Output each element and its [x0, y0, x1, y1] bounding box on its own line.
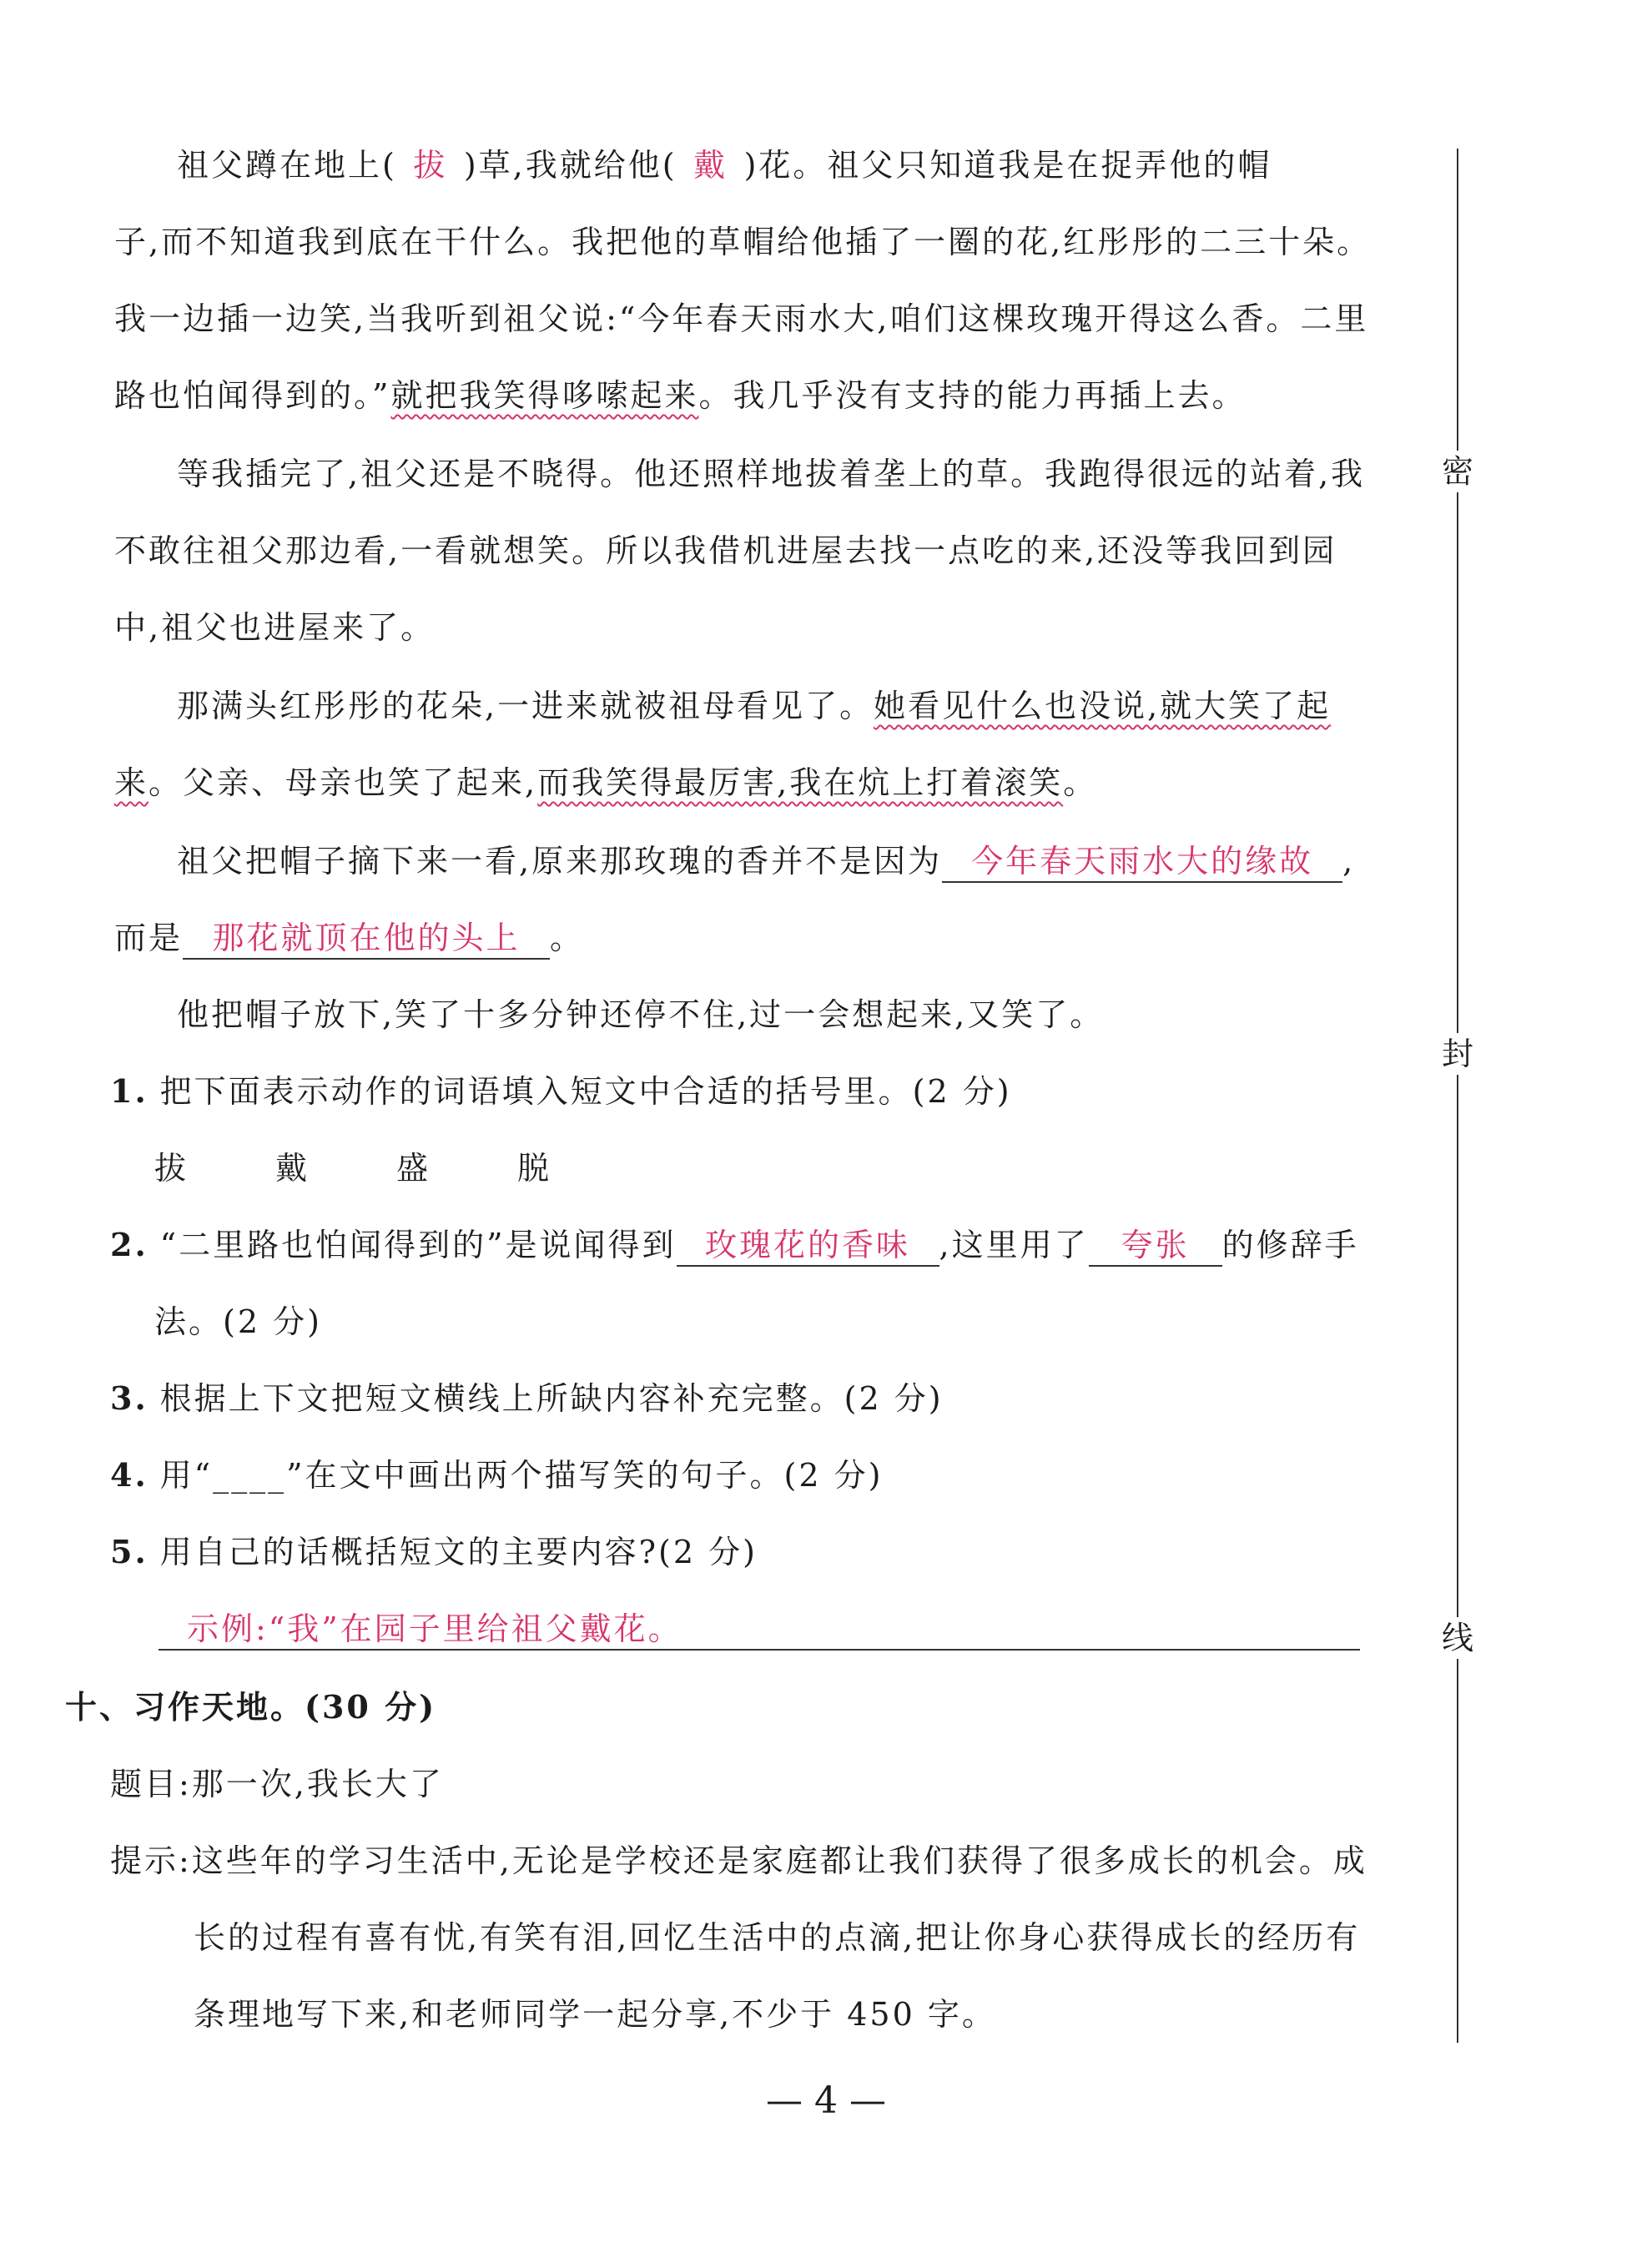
wavy-underlined-sentence: 就把我笑得哆嗦起来	[390, 377, 699, 414]
passage-p2-line1: 等我插完了,祖父还是不晓得。他还照样地拔着垄上的草。我跑得很远的站着,我	[177, 456, 1366, 492]
word-bank-item: 脱	[517, 1150, 552, 1187]
binding-line	[1457, 149, 1458, 2043]
word-bank-item: 盛	[396, 1150, 431, 1187]
passage-p4-line2: 而是 那花就顶在他的头上 。	[0, 913, 1652, 963]
binding-label-feng: 封	[1437, 1033, 1478, 1075]
question-2-cont: 法。(2 分)	[154, 1303, 322, 1340]
question-5: 5. 用自己的话概括短文的主要内容?(2 分)	[110, 1533, 758, 1570]
q2-answer-blank-1: 玫瑰花的香味	[677, 1225, 939, 1267]
word-bank-item: 拔	[154, 1150, 189, 1187]
passage-p4-line1: 祖父把帽子摘下来一看,原来那玫瑰的香并不是因为 今年春天雨水大的缘故 ,	[0, 836, 1652, 886]
essay-title: 题目:那一次,我长大了	[110, 1766, 444, 1802]
q5-answer: 示例:“我”在园子里给祖父戴花。	[159, 1609, 1360, 1651]
wavy-underlined-sentence: 而我笑得最厉害,我在炕上打着滚笑	[537, 764, 1064, 801]
essay-hint-line3: 条理地写下来,和老师同学一起分享,不少于 450 字。	[194, 1996, 996, 2033]
question-5-answer-line	[0, 1604, 1652, 1654]
passage-p1-line1: 祖父蹲在地上( 拔 )草,我就给他( 戴 )花。祖父只知道我是在捉弄他的帽	[0, 140, 1652, 190]
binding-label-mi: 密	[1437, 451, 1478, 492]
question-2: 2. “二里路也怕闻得到的”是说闻得到 玫瑰花的香味 ,这里用了 夸张 的修辞手	[0, 1220, 1652, 1270]
fill-blank-line-2: 那花就顶在他的头上	[183, 918, 550, 960]
fill-blank-line-1: 今年春天雨水大的缘故	[942, 841, 1342, 883]
answer-blank-2: 戴	[693, 147, 728, 184]
question-4: 4. 用“____”在文中画出两个描写笑的句子。(2 分)	[110, 1456, 884, 1494]
section-10-heading: 十、习作天地。(30 分)	[65, 1688, 437, 1726]
question-1: 1. 把下面表示动作的词语填入短文中合适的括号里。(2 分)	[110, 1072, 1012, 1110]
passage-p1-line3: 我一边插一边笑,当我听到祖父说:“今年春天雨水大,咱们这棵玫瑰开得这么香。二里	[114, 300, 1369, 337]
wavy-underlined-sentence: 她看见什么也没说,就大笑了起	[874, 688, 1332, 724]
answer-blank-1: 拔	[413, 147, 448, 184]
page-number: — 4 —	[766, 2079, 886, 2122]
passage-p2-line2: 不敢往祖父那边看,一看就想笑。所以我借机进屋去找一点吃的来,还没等我回到园	[114, 532, 1337, 569]
essay-hint-line1: 提示:这些年的学习生活中,无论是学校还是家庭都让我们获得了很多成长的机会。成	[110, 1842, 1367, 1879]
passage-p1-line2: 子,而不知道我到底在干什么。我把他的草帽给他插了一圈的花,红彤彤的二三十朵。	[114, 224, 1372, 260]
passage-p3-line2: 来。父亲、母亲也笑了起来,而我笑得最厉害,我在炕上打着滚笑。	[114, 764, 1098, 801]
essay-hint-line2: 长的过程有喜有忧,有笑有泪,回忆生活中的点滴,把让你身心获得成长的经历有	[194, 1919, 1361, 1956]
word-bank-item: 戴	[275, 1150, 310, 1187]
q2-answer-blank-2: 夸张	[1089, 1225, 1222, 1267]
binding-label-xian: 线	[1437, 1617, 1478, 1659]
question-1-word-bank	[0, 1143, 1652, 1193]
passage-p3-line1: 那满头红彤彤的花朵,一进来就被祖母看见了。她看见什么也没说,就大笑了起	[177, 688, 1332, 724]
passage-p1-line4: 路也怕闻得到的。”就把我笑得哆嗦起来。我几乎没有支持的能力再插上去。	[114, 377, 1247, 414]
question-3: 3. 根据上下文把短文横线上所缺内容补充完整。(2 分)	[110, 1379, 944, 1417]
passage-p2-line3: 中,祖父也进屋来了。	[114, 609, 436, 646]
passage-p5: 他把帽子放下,笑了十多分钟还停不住,过一会想起来,又笑了。	[177, 996, 1105, 1033]
